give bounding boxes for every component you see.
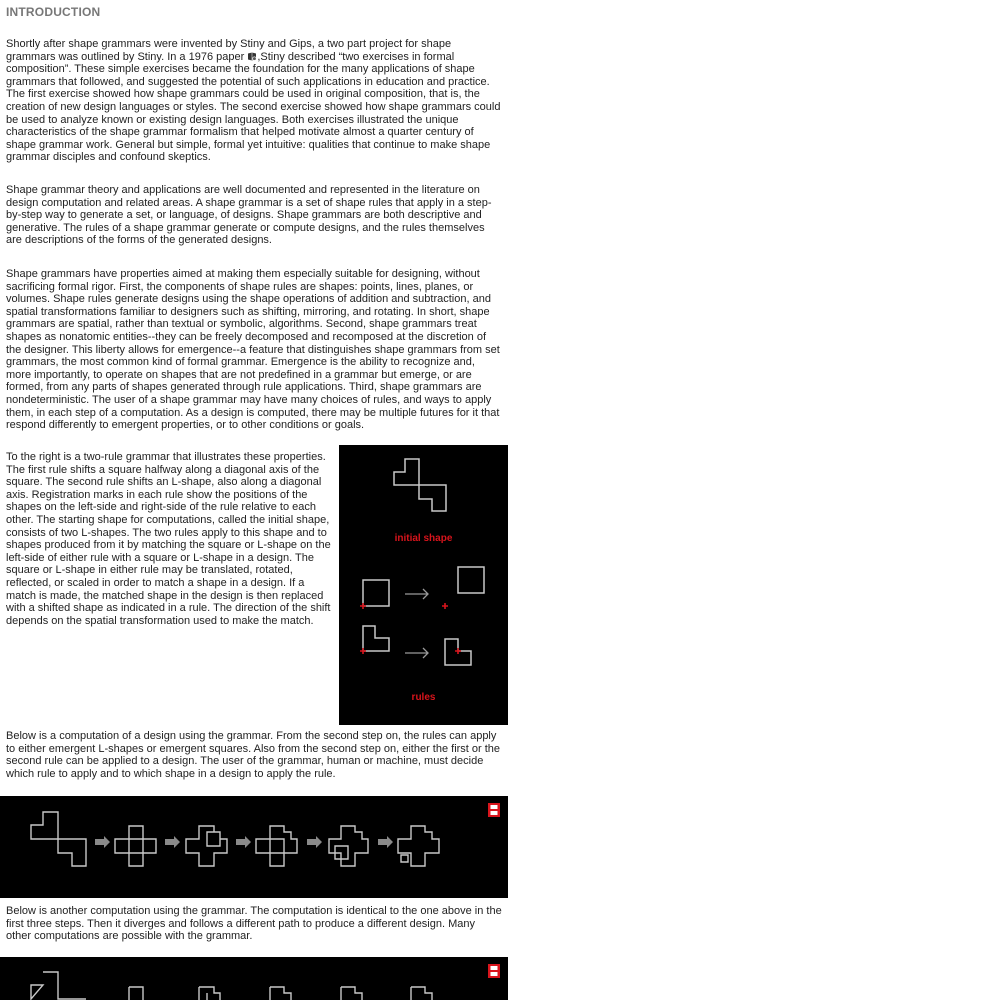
rules-figure: [339, 445, 508, 725]
right-arrow-icon: [307, 836, 322, 848]
paragraph-two-rule-grammar: To the right is a two-rule grammar that illustrates these properties. The first rule shifts a square halfway along a diagonal axis of the square. The second rule shifts an L-shape, also along a diagonal axis. Registration marks in each rule show the positions of the shapes on the left-side and right-side of the rule relative to each other. The starting shape for computations, called the initial shape, consists of two L-shapes. The two rules apply to this shape and to shapes produced from it by matching the square or L-shape on the left-side of either rule with a square or L-shape in a design. The square or L-shape in either rule may be translated, rotated, reflected, or scaled in order to match a shape in a design. If a match is made, the matched shape in the design is then replaced with a shifted shape as indicated in a rule. The direction of the shift depends on the spatial transformation used to make the match.: [6, 451, 331, 627]
paragraph-computation-2: Below is another computation using the grammar. The computation is identical to the one above in the first three steps. Then it diverges and follows a different path to produce a different design. Many other computations are possible with the grammar.: [6, 905, 502, 943]
computation-2-step-5: [341, 987, 362, 1000]
paragraph-intro: [6, 38, 502, 164]
computation-2-step-3: [199, 987, 220, 1000]
book-reference-icon[interactable]: [247, 52, 257, 61]
computation-2-step-2: [129, 987, 143, 1000]
section-heading: INTRODUCTION: [6, 5, 101, 19]
computation-1-figure: [0, 796, 508, 898]
computation-1-step-4: [256, 826, 297, 866]
paragraph-properties: Shape grammars have properties aimed at making them especially suitable for designing, without sacrificing formal rigor. First, the components of shape rules are shapes: points, lines, planes, or volumes. Shape rules generate designs using the shape operations of addition and subtraction, and spatial transformations familiar to designers such as shifting, mirroring, and rotating. In short, shape grammars are spatial, rather than textual or symbolic, algorithms. Second, shape grammars treat shapes as nonatomic entities--they can be freely decomposed and recomposed at the discretion of the designer. This liberty allows for emergence--a feature that distinguishes shape grammars from set grammars, the most common kind of formal grammar. Emergence is the ability to recognize and, more importantly, to operate on shapes that are not predefined in a grammar but emerge, or are formed, from any parts of shapes generated through rule applications. Third, shape grammars are nondeterministic. The user of a shape grammar may have many choices of rules, and ways to apply them, in each step of a computation. As a design is computed, there may be multiple futures for it that respond differently to emergent properties, or to other conditions or goals.: [6, 268, 500, 432]
computation-2-figure: [0, 957, 508, 1000]
rule-1-left-square: [363, 580, 389, 606]
paragraph-computation-1: Below is a computation of a design using the grammar. From the second step on, the rules can apply to either emergent L-shapes or emergent squares. Also from the second step on, either the first or the second rule can be applied to a design. The user of the grammar, human or machine, must decide which rule to apply and to which shape in a design to apply the rule.: [6, 730, 501, 780]
initial-shape-figure: [394, 459, 446, 511]
right-arrow-icon: [236, 836, 251, 848]
computation-2-step-4: [270, 987, 291, 1000]
rule-1-arrow-icon: [405, 589, 428, 599]
computation-2-step-6: [411, 987, 432, 1000]
computation-1-step-6: [398, 826, 439, 866]
rule-2-left-registration-mark: [360, 648, 366, 654]
paragraph-intro-text-b: ,Stiny described “two exercises in formal composition”. These simple exercises became the foundation for the many applications of shape grammars that followed, and suggested the potential of such applications in education and practice. The first exercise showed how shape grammars could be used in original composition, that is, the creation of new design languages or styles. The second exercise showed how shape grammars could be used to analyze known or existing design languages. Both exercises illustrated the unique characteristics of the shape grammar formalism that helped motivate almost a quarter century of shape grammar work. General but simple, formal yet intuitive: qualities that continue to make shape grammar disciples and confound skeptics.: [6, 50, 501, 164]
computation-1-step-2: [115, 826, 156, 866]
computation-1-step-3: [186, 826, 227, 866]
rule-1-right-square: [458, 567, 484, 593]
rule-1-left-registration-mark: [360, 603, 366, 609]
paragraph-theory: Shape grammar theory and applications are well documented and represented in the literature on design computation and related areas. A shape grammar is a set of shape rules that apply in a step-by-step way to generate a set, or language, of designs. Shape grammars are both descriptive and generative. The rules of a shape grammar generate or compute designs, and the rules themselves are descriptions of the forms of the generated designs.: [6, 184, 492, 247]
film-strip-icon[interactable]: [488, 964, 500, 978]
computation-1-step-1: [31, 812, 86, 866]
initial-shape-label: initial shape: [394, 533, 453, 544]
right-arrow-icon: [95, 836, 110, 848]
rule-2-right-registration-mark: [455, 648, 461, 654]
rule-1-right-registration-mark: [442, 603, 448, 609]
film-strip-icon[interactable]: [488, 803, 500, 817]
right-arrow-icon: [165, 836, 180, 848]
computation-2-step-1: [31, 972, 86, 999]
rule-2-arrow-icon: [405, 648, 428, 658]
right-arrow-icon: [378, 836, 393, 848]
rules-label: rules: [411, 692, 436, 703]
paragraph-intro-text-a: Shortly after shape grammars were invented by Stiny and Gips, a two part project for shape grammars was outlined by Stiny. In a 1976 paper: [6, 38, 452, 63]
computation-1-step-5: [329, 826, 368, 866]
rule-2-left-l-shape: [363, 626, 389, 651]
